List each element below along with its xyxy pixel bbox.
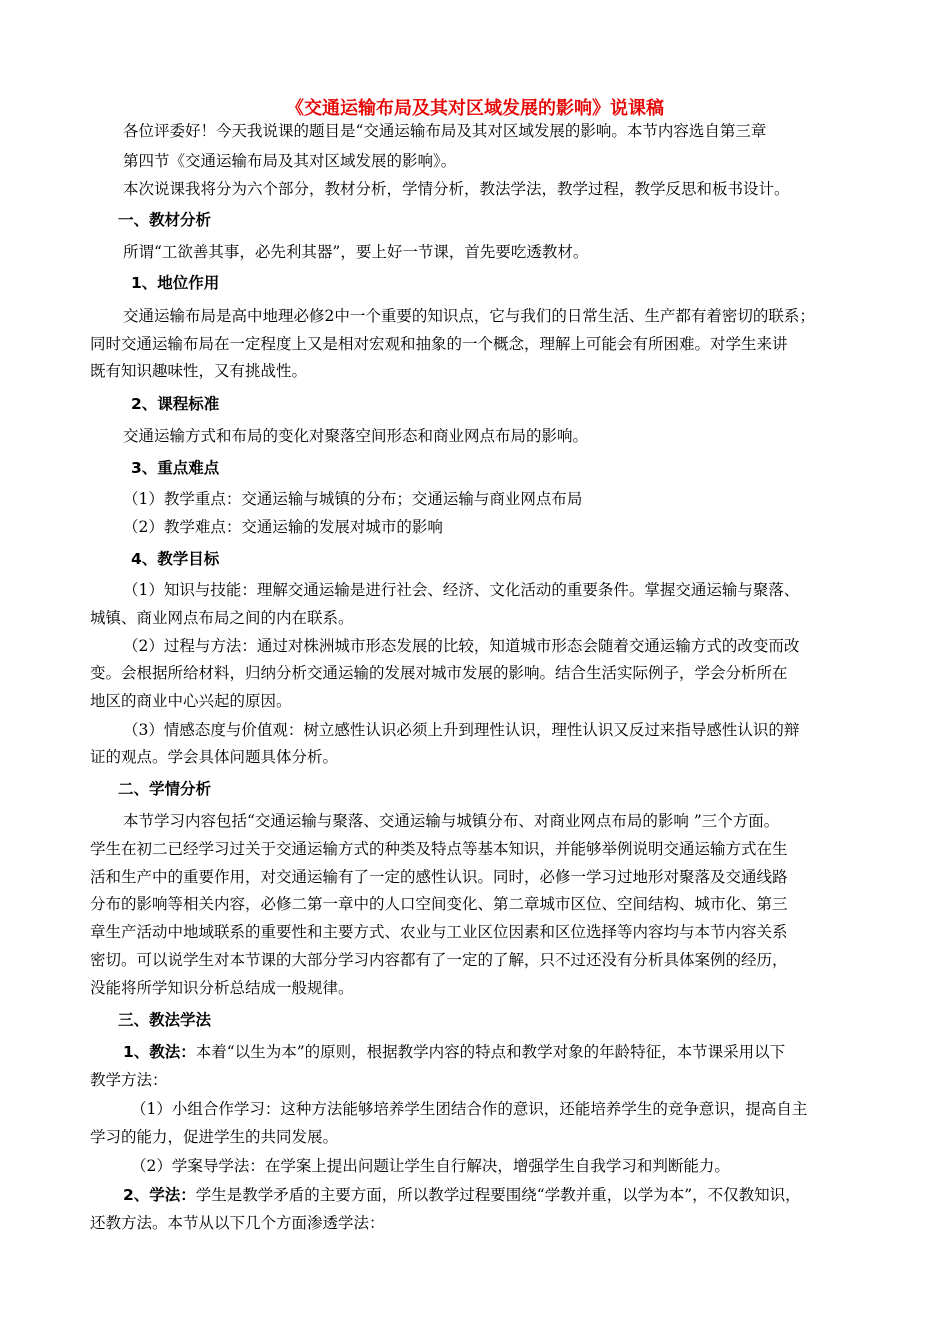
section-heading: 三、教法学法 <box>118 1011 212 1029</box>
paragraph-text: 学生是教学矛盾的主要方面，所以教学过程要围绕“学教并重，以学为本”，不仅教知识， <box>195 1186 801 1204</box>
paragraph-line: 密切。可以说学生对本节课的大部分学习内容都有了一定的了解，只不过还没有分析具体案例的经历， <box>90 951 788 969</box>
paragraph-line: 城镇、商业网点布局之间的内在联系。 <box>90 609 354 627</box>
paragraph-text: 本着“以生为本”的原则，根据教学内容的特点和教学对象的年龄特征，本节课采用以下 <box>195 1043 786 1061</box>
paragraph-line: 既有知识趣味性，又有挑战性。 <box>90 362 308 380</box>
paragraph-line: 第四节《交通运输布局及其对区域发展的影响》。 <box>123 152 457 170</box>
paragraph-line: 交通运输方式和布局的变化对聚落空间形态和商业网点布局的影响。 <box>123 427 589 445</box>
paragraph-line: （2）学案导学法：在学案上提出问题让学生自行解决，增强学生自我学习和判断能力。 <box>131 1157 730 1175</box>
paragraph-line <box>123 1184 801 1206</box>
paragraph-line: 分布的影响等相关内容，必修二第一章中的人口空间变化、第二章城市区位、空间结构、城市化、第三 <box>90 895 788 913</box>
paragraph-line: （2）教学难点：交通运输的发展对城市的影响 <box>123 518 443 536</box>
paragraph-line: 章生产活动中地域联系的重要性和主要方式、农业与工业区位因素和区位选择等内容均与本节内容关系 <box>90 923 788 941</box>
subsection-heading: 2、课程标准 <box>131 395 220 413</box>
paragraph-line: （2）过程与方法：通过对株洲城市形态发展的比较，知道城市形态会随着交通运输方式的改变而改 <box>123 637 800 655</box>
method-label: 1、教法： <box>123 1043 196 1061</box>
paragraph-line: 所谓“工欲善其事，必先利其器”，要上好一节课，首先要吃透教材。 <box>123 243 589 261</box>
paragraph-line: 本节学习内容包括“交通运输与聚落、交通运输与城镇分布、对商业网点布局的影响 ”三个方面。 <box>123 812 780 830</box>
paragraph-line <box>123 1041 785 1063</box>
paragraph-line: 证的观点。学会具体问题具体分析。 <box>90 748 339 766</box>
paragraph-line: 学习的能力，促进学生的共同发展。 <box>90 1128 339 1146</box>
section-heading: 二、学情分析 <box>118 780 212 798</box>
paragraph-line: （1）小组合作学习：这种方法能够培养学生团结合作的意识，还能培养学生的竞争意识，提高自主 <box>131 1100 808 1118</box>
subsection-heading: 1、地位作用 <box>131 274 220 292</box>
section-heading: 一、教材分析 <box>118 211 212 229</box>
paragraph-line: 学生在初二已经学习过关于交通运输方式的种类及特点等基本知识，并能够举例说明交通运输方式在生 <box>90 840 788 858</box>
paragraph-line: 教学方法： <box>90 1071 168 1089</box>
paragraph-line: 没能将所学知识分析总结成一般规律。 <box>90 979 354 997</box>
document-title: 《交通运输布局及其对区域发展的影响》说课稿 <box>286 98 664 119</box>
paragraph-line: 还教方法。本节从以下几个方面渗透学法： <box>90 1214 385 1232</box>
paragraph-line: 活和生产中的重要作用，对交通运输有了一定的感性认识。同时，必修一学习过地形对聚落及交通线路 <box>90 868 788 886</box>
paragraph-line: 各位评委好！今天我说课的题目是“交通运输布局及其对区域发展的影响。本节内容选自第三章 <box>123 122 767 140</box>
subsection-heading: 4、教学目标 <box>131 550 220 568</box>
subsection-heading: 3、重点难点 <box>131 459 220 477</box>
paragraph-line: 同时交通运输布局在一定程度上又是相对宏观和抽象的一个概念，理解上可能会有所困难。对学生来讲 <box>90 335 788 353</box>
paragraph-line: （1）教学重点：交通运输与城镇的分布；交通运输与商业网点布局 <box>123 490 583 508</box>
paragraph-line: 本次说课我将分为六个部分，教材分析，学情分析，教法学法，教学过程，教学反思和板书设计。 <box>123 180 790 198</box>
method-label: 2、学法： <box>123 1186 196 1204</box>
paragraph-line: （1）知识与技能：理解交通运输是进行社会、经济、文化活动的重要条件。掌握交通运输与聚落、 <box>123 581 800 599</box>
paragraph-line: 地区的商业中心兴起的原因。 <box>90 692 292 710</box>
paragraph-line: 变。会根据所给材料，归纳分析交通运输的发展对城市发展的影响。结合生活实际例子，学会分析所在 <box>90 664 788 682</box>
paragraph-line: （3）情感态度与价值观：树立感性认识必须上升到理性认识，理性认识又反过来指导感性认识的辩 <box>123 721 800 739</box>
paragraph-line: 交通运输布局是高中地理必修2中一个重要的知识点，它与我们的日常生活、生产都有着密切的联系； <box>123 307 815 325</box>
